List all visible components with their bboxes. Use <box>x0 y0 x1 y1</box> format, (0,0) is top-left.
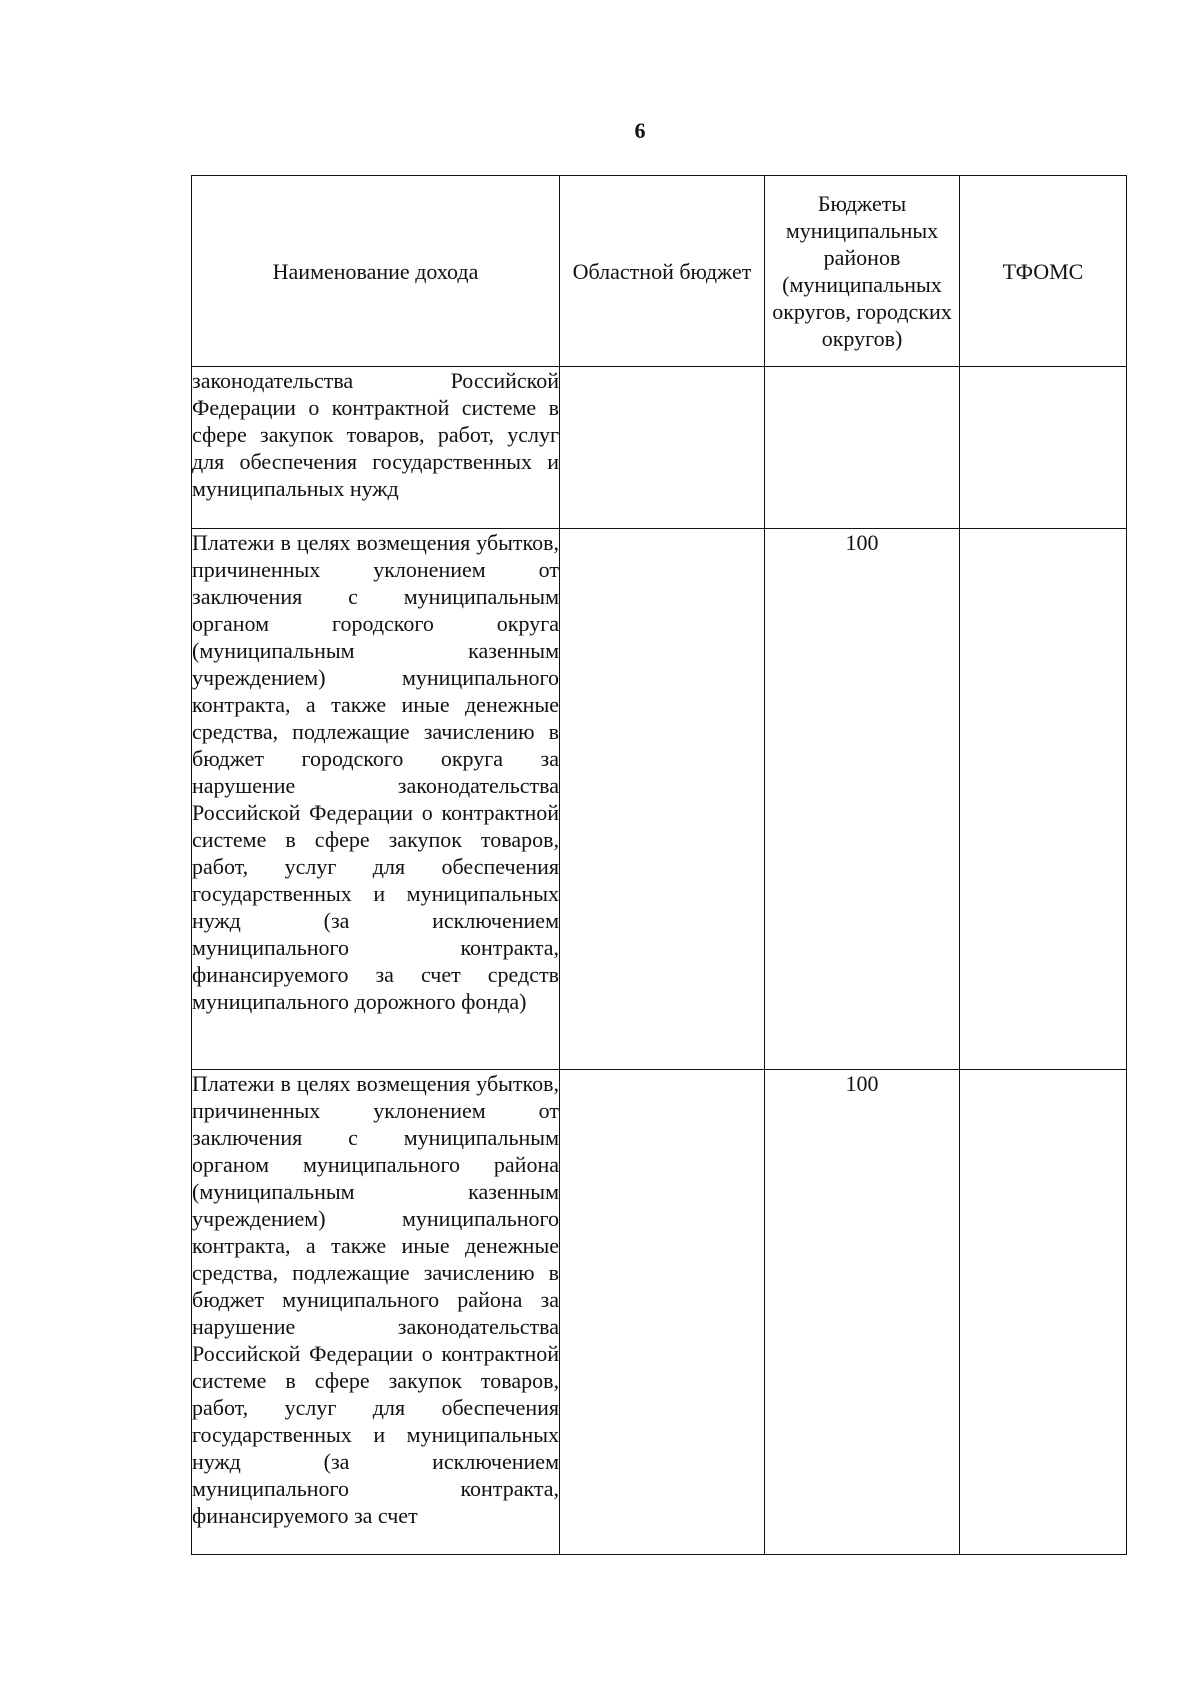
header-revenue-name: Наименование дохода <box>192 176 560 367</box>
tfoms-cell <box>960 367 1127 529</box>
municipal-budget-cell <box>765 367 960 529</box>
revenue-name-cell: Платежи в целях возмещения убытков, причиненных уклонением от заключения с муниципальным органом муниципального района (муниципальным казенным учреждением) муниципального контракта, а также иные денежные средства, подлежащие зачислению в бюджет муниципального района за нарушение законодательства Российской Федерации о контрактной системе в сфере закупок товаров, работ, услуг для обеспечения государственных и муниципальных нужд (за исключением муниципального контракта, финансируемого за счет <box>192 1070 560 1555</box>
revenue-distribution-table <box>191 175 1127 1555</box>
table-header-row <box>192 176 1127 367</box>
table-row <box>192 1070 1127 1555</box>
tfoms-cell <box>960 529 1127 1070</box>
revenue-name-cell: законодательства Российской Федерации о контрактной системе в сфере закупок товаров, работ, услуг для обеспечения государственных и муниципальных нужд <box>192 367 560 529</box>
page-number: 6 <box>634 118 646 143</box>
header-municipal-budgets: Бюджеты муниципальных районов (муниципальных округов, городских округов) <box>765 176 960 367</box>
regional-budget-cell <box>560 1070 765 1555</box>
regional-budget-cell <box>560 367 765 529</box>
regional-budget-cell <box>560 529 765 1070</box>
table-row <box>192 529 1127 1070</box>
municipal-budget-cell: 100 <box>765 1070 960 1555</box>
tfoms-cell <box>960 1070 1127 1555</box>
municipal-budget-cell: 100 <box>765 529 960 1070</box>
header-tfoms: ТФОМС <box>960 176 1127 367</box>
table-row <box>192 367 1127 529</box>
revenue-name-cell: Платежи в целях возмещения убытков, причиненных уклонением от заключения с муниципальным органом городского округа (муниципальным казенным учреждением) муниципального контракта, а также иные денежные средства, подлежащие зачислению в бюджет городского округа за нарушение законодательства Российской Федерации о контрактной системе в сфере закупок товаров, работ, услуг для обеспечения государственных и муниципальных нужд (за исключением муниципального контракта, финансируемого за счет средств муниципального дорожного фонда) <box>192 529 560 1070</box>
header-regional-budget: Областной бюджет <box>560 176 765 367</box>
